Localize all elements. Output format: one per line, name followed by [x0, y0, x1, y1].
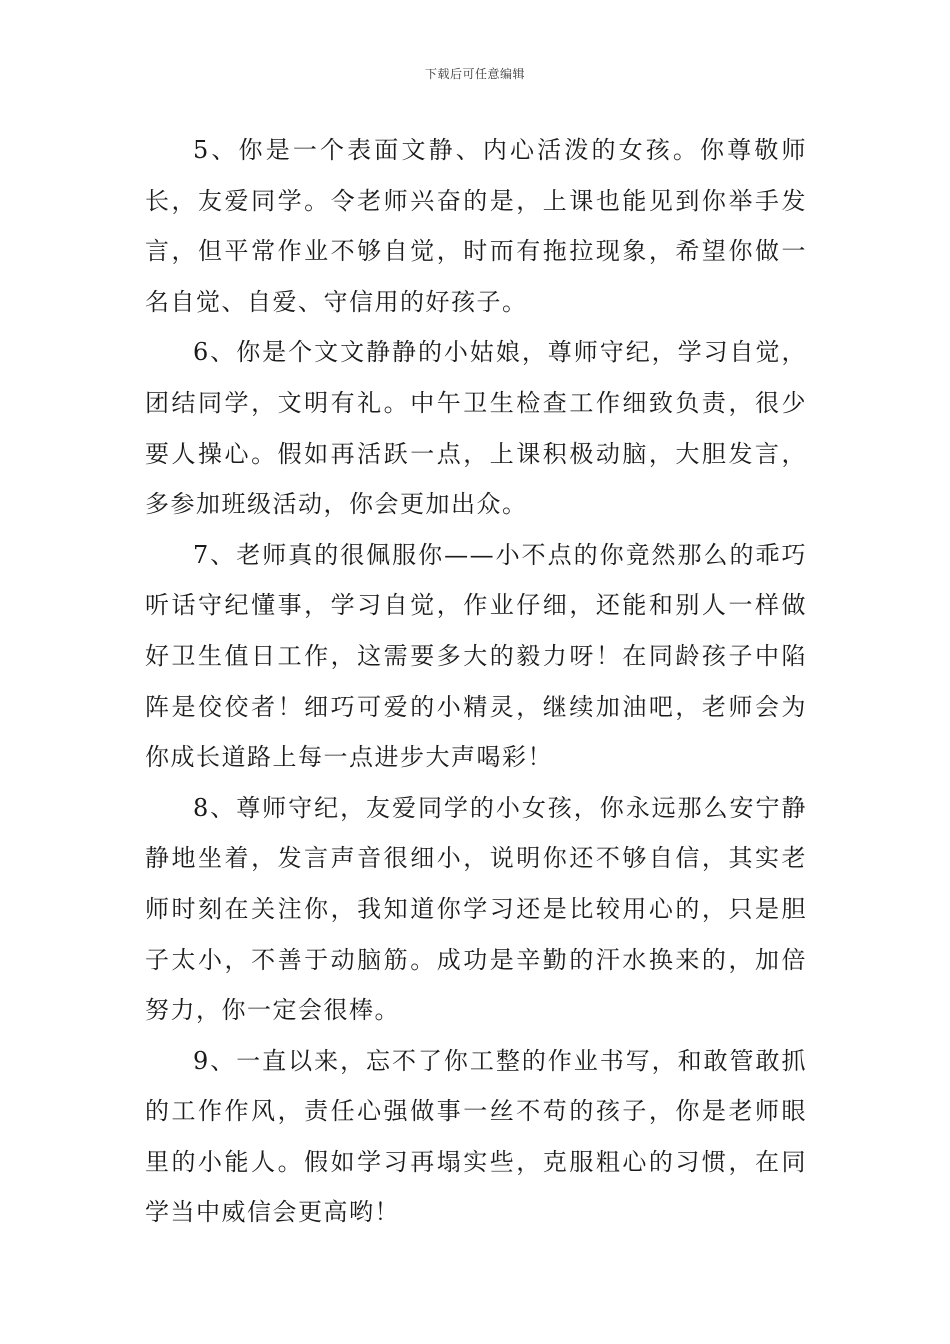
- paragraph-7: 7、老师真的很佩服你——小不点的你竟然那么的乖巧听话守纪懂事，学习自觉，作业仔细，还能和别人一样做好卫生值日工作，这需要多大的毅力呀！在同龄孩子中陷阵是佼佼者！细巧可爱的小精灵，继续加油吧，老师会为你成长道路上每一点进步大声喝彩！: [145, 540, 807, 772]
- paragraph-6: 6、你是个文文静静的小姑娘，尊师守纪，学习自觉，团结同学，文明有礼。中午卫生检查工作细致负责，很少要人操心。假如再活跃一点，上课积极动脑，大胆发言，多参加班级活动，你会更加出众。: [145, 338, 807, 519]
- document-body: [145, 125, 807, 1238]
- paragraph-8: 8、尊师守纪，友爱同学的小女孩，你永远那么安宁静静地坐着，发言声音很细小，说明你还不够自信，其实老师时刻在关注你，我知道你学习还是比较用心的，只是胆子太小，不善于动脑筋。成功是辛勤的汗水换来的，加倍努力，你一定会很棒。: [145, 793, 807, 1025]
- paragraph-5: 5、你是一个表面文静、内心活泼的女孩。你尊敬师长，友爱同学。令老师兴奋的是，上课也能见到你举手发言，但平常作业不够自觉，时而有拖拉现象，希望你做一名自觉、自爱、守信用的好孩子。: [145, 136, 807, 316]
- page-header: 下载后可任意编辑: [424, 67, 525, 81]
- paragraph-9: 9、一直以来，忘不了你工整的作业书写，和敢管敢抓的工作作风，责任心强做事一丝不苟的孩子，你是老师眼里的小能人。假如学习再塌实些，克服粗心的习惯，在同学当中威信会更高哟！: [145, 1046, 807, 1227]
